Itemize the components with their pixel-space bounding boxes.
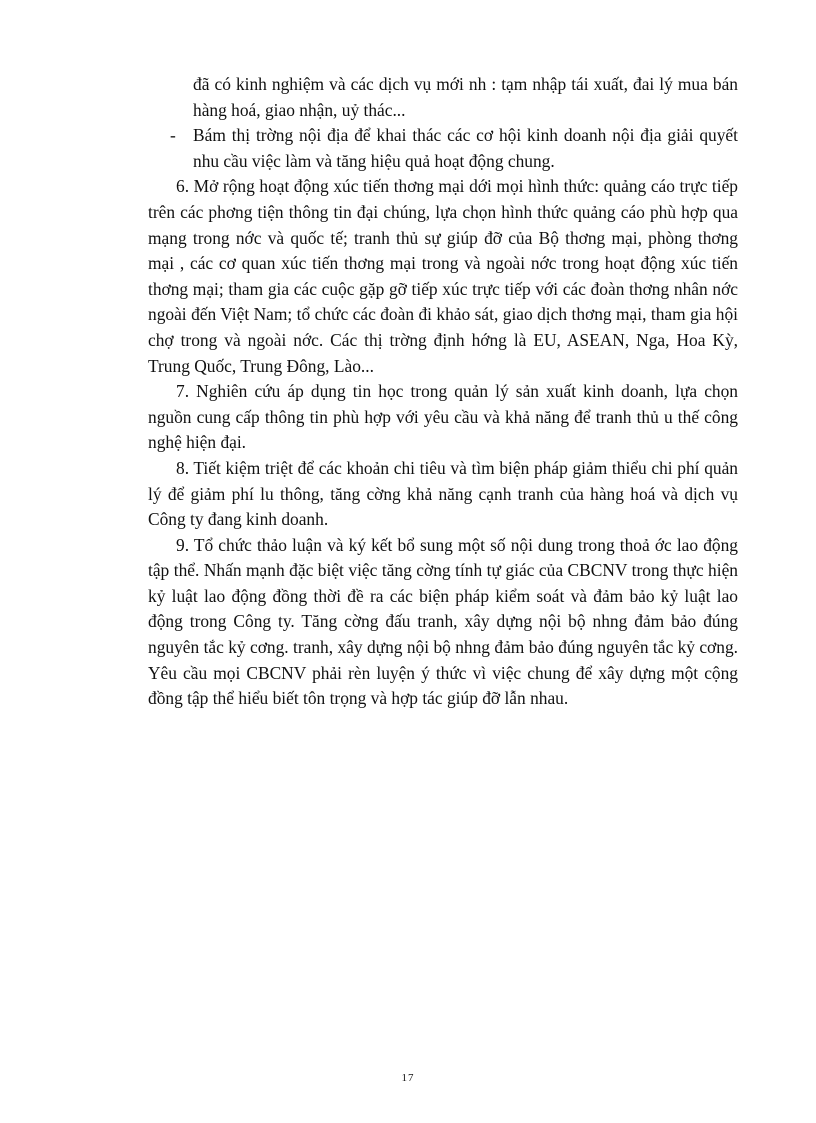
page-number: 17	[401, 1072, 415, 1084]
paragraph-9: 9. Tổ chức thảo luận và ký kết bổ sung một số nội dung trong thoả ớc lao động tập thể. Nhấn mạnh đặc biệt việc tăng cờng tính tự giác của CBCNV trong thực hiện kỷ luật lao động đồng thời đề ra các biện pháp kiểm soát và đảm bảo kỷ luật lao động trong Công ty. Tăng cờng đấu tranh, xây dựng nội bộ nhng đảm bảo đúng nguyên tắc kỷ cơng. tranh, xây dựng nội bộ nhng đảm bảo đúng nguyên tắc kỷ cơng. Yêu cầu mọi CBCNV phải rèn luyện ý thức vì việc chung để xây dựng một cộng đồng tập thể hiểu biết tôn trọng và hợp tác giúp đỡ lẫn nhau.	[148, 534, 738, 709]
continued-text: đã có kinh nghiệm và các dịch vụ mới nh : tạm nhập tái xuất, đai lý mua bán hàng hoá, giao nhận, uỷ thác...	[193, 74, 738, 120]
paragraph-8: 8. Tiết kiệm triệt để các khoản chi tiêu và tìm biện pháp giảm thiểu chi phí quản lý để giảm phí lu thông, tăng cờng khả năng cạnh tranh của hàng hoá và dịch vụ Công ty đang kinh doanh.	[148, 457, 738, 530]
paragraph-6: 6. Mở rộng hoạt động xúc tiến thơng mại dới mọi hình thức: quảng cáo trực tiếp trên các phơng tiện thông tin đại chúng, lựa chọn hình thức quảng cáo phù hợp qua mạng trong nớc và quốc tế; tranh thủ sự giúp đỡ của Bộ thơng mại, phòng thơng mại , các cơ quan xúc tiến thơng mại trong và ngoài nớc trong hoạt động xúc tiến thơng mại; tham gia các cuộc gặp gỡ tiếp xúc trực tiếp với các đoàn thơng nhân nớc ngoài đến Việt Nam; tổ chức các đoàn đi khảo sát, giao dịch thơng mại, tham gia hội chợ trong và ngoài nớc. Các thị trờng định hớng là EU, ASEAN, Nga, Hoa Kỳ, Trung Quốc, Trung Đông, Lào...	[148, 176, 738, 376]
bullet-marker: -	[170, 125, 176, 146]
paragraph-7: 7. Nghiên cứu áp dụng tin học trong quản lý sản xuất kinh doanh, lựa chọn nguồn cung cấp thông tin phù hợp với yêu cầu và khả năng để tranh thủ u thế công nghệ hiện đại.	[148, 381, 738, 453]
bullet-text: Bám thị trờng nội địa để khai thác các cơ hội kinh doanh nội địa giải quyết nhu cầu việc làm và tăng hiệu quả hoạt động chung.	[193, 125, 738, 171]
document-body	[148, 72, 738, 712]
bullet-item	[170, 123, 738, 174]
